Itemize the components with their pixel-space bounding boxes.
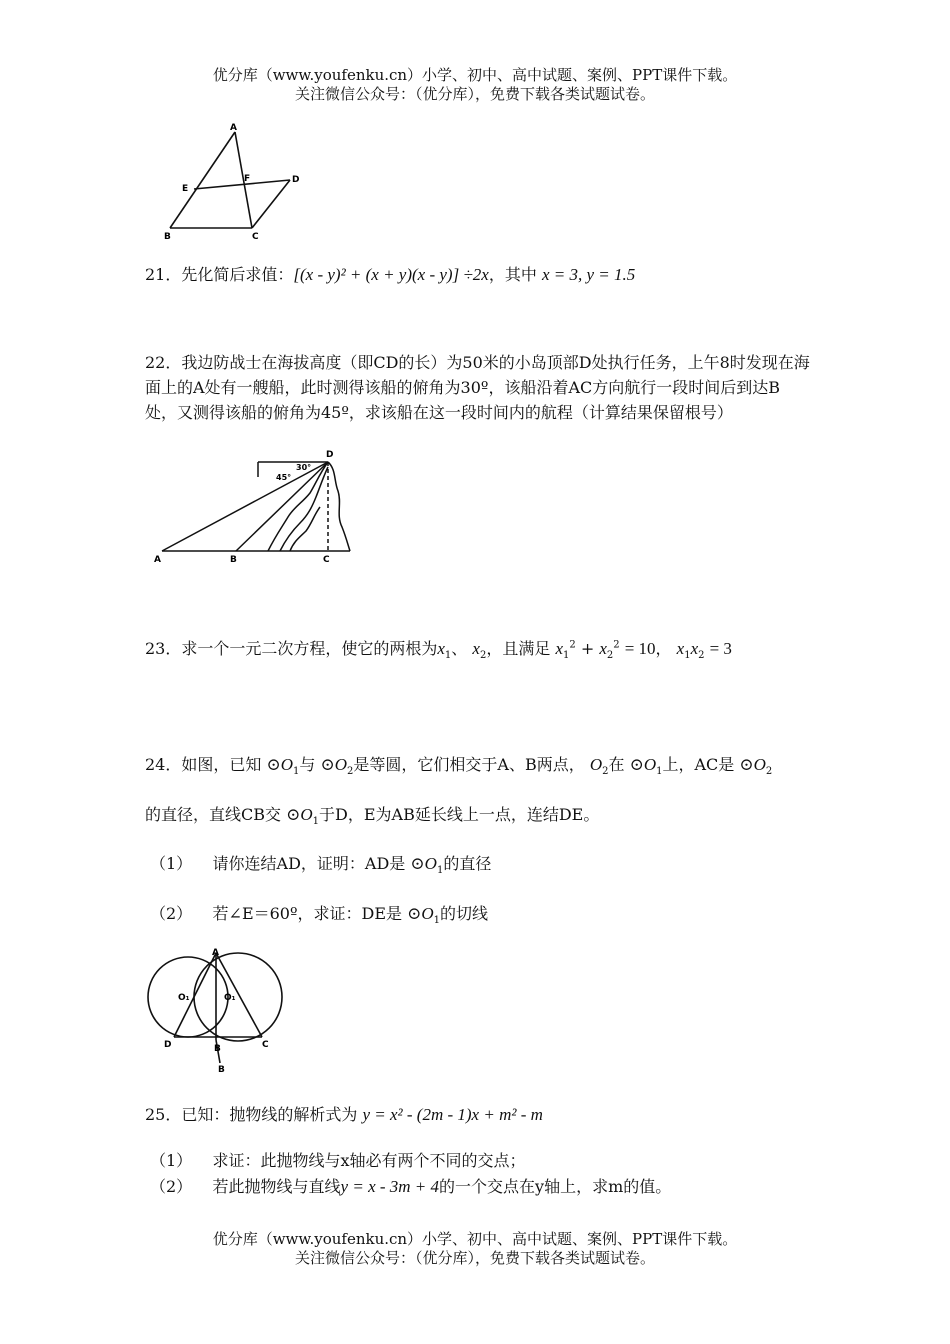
label-c: C bbox=[252, 232, 259, 242]
label-d: D bbox=[164, 1040, 172, 1050]
q23-cond2: = 3 bbox=[709, 639, 732, 658]
q24-s1: 24．如图，已知 bbox=[145, 755, 262, 774]
q23-cond1: = 10 bbox=[624, 639, 656, 658]
sub-2: 2 bbox=[698, 650, 705, 662]
item-end: 的一个交点在y轴上，求m的值。 bbox=[439, 1177, 672, 1196]
q21-condition: x = 3, y = 1.5 bbox=[541, 265, 636, 284]
header-line-1: 优分库（www.youfenku.cn）小学、初中、高中试题、案例、PPT课件下载。 bbox=[212, 66, 738, 84]
question-25 bbox=[145, 1102, 543, 1125]
label-c: C bbox=[262, 1040, 269, 1050]
item-text: 求证：此抛物线与x轴必有两个不同的交点； bbox=[212, 1151, 526, 1170]
item-end: 的切线 bbox=[440, 904, 489, 923]
sub-1: 1 bbox=[312, 816, 320, 828]
circle-symbol: ⊙ bbox=[410, 854, 425, 873]
o-letter: O bbox=[424, 854, 437, 873]
q23-mid: ，且满足 bbox=[486, 639, 551, 658]
page-header bbox=[0, 66, 950, 104]
circle-symbol: ⊙ bbox=[320, 755, 335, 774]
sub-2: 2 bbox=[765, 766, 773, 778]
question-24-line-2 bbox=[145, 802, 599, 827]
label-a: A bbox=[230, 123, 237, 133]
circle-symbol: ⊙ bbox=[629, 755, 644, 774]
circle-symbol: ⊙ bbox=[266, 755, 281, 774]
question-25-item-1 bbox=[150, 1148, 526, 1171]
q23-sep: 、 bbox=[451, 639, 468, 658]
item-number: （1） bbox=[150, 1151, 193, 1170]
item-text: 若此抛物线与直线 bbox=[212, 1177, 341, 1196]
question-24-item-2 bbox=[150, 901, 488, 926]
o-letter: O bbox=[589, 755, 603, 774]
q21-mid: ，其中 bbox=[488, 265, 537, 284]
item-text: 请你连结AD，证明：AD是 bbox=[212, 854, 406, 873]
o-letter: O bbox=[753, 755, 766, 774]
figure-island-depression bbox=[150, 445, 360, 565]
sub-2: 2 bbox=[479, 650, 487, 662]
sub-1: 1 bbox=[433, 915, 441, 927]
label-e: E bbox=[182, 184, 189, 194]
circle-symbol: ⊙ bbox=[407, 904, 422, 923]
q21-prefix: 21．先化简后求值： bbox=[145, 265, 294, 284]
q23-prefix: 23．求一个一元二次方程，使它的两根为 bbox=[145, 639, 438, 658]
o-letter: O bbox=[334, 755, 348, 774]
root-x2: x bbox=[472, 639, 480, 658]
question-24-line-1 bbox=[145, 752, 772, 777]
footer-line-2: 关注微信公众号：（优分库），免费下载各类试题试卷。 bbox=[294, 1249, 655, 1267]
prod-x2: x bbox=[690, 639, 699, 658]
item-number: （1） bbox=[150, 854, 193, 873]
q24-s3: 是等圆，它们相交于A、B两点， bbox=[353, 755, 585, 774]
item-number: （2） bbox=[150, 1177, 193, 1196]
question-22: 22．我边防战士在海拔高度（即CD的长）为50米的小岛顶部D处执行任务，上午8时发现在海面上的A处有一艘船，此时测得该船的俯角为30º，该船沿着AC方向航行一段时间后到达B处，又测得该船的俯角为45º，求该船在这一段时间内的航程（计算结果保留根号） bbox=[145, 353, 810, 422]
label-b: B bbox=[214, 1044, 221, 1054]
question-21 bbox=[145, 262, 635, 285]
label-a: A bbox=[154, 555, 161, 565]
question-24-item-1 bbox=[150, 851, 491, 876]
label-o1-left: O₁ bbox=[178, 993, 190, 1003]
cond-x1: x bbox=[555, 639, 563, 658]
q25-expression: y = x² - (2m - 1)x + m² - m bbox=[362, 1105, 543, 1124]
figure-triangle-parallelogram bbox=[160, 120, 310, 242]
label-f: F bbox=[244, 174, 251, 184]
question-25-item-2 bbox=[150, 1174, 671, 1197]
label-30: 30° bbox=[296, 463, 312, 472]
sub-1: 1 bbox=[562, 650, 570, 662]
label-c: C bbox=[323, 555, 330, 565]
sub-2: 2 bbox=[347, 766, 354, 778]
label-b: B bbox=[230, 555, 237, 565]
footer-line-1: 优分库（www.youfenku.cn）小学、初中、高中试题、案例、PPT课件下载。 bbox=[212, 1230, 738, 1248]
root-x1: x bbox=[437, 639, 445, 658]
q24-s6: 的直径，直线CB交 bbox=[145, 805, 282, 824]
o-letter: O bbox=[421, 904, 434, 923]
sub-1: 1 bbox=[444, 650, 452, 662]
q25-prefix: 25．已知：抛物线的解析式为 bbox=[145, 1105, 358, 1124]
page-footer bbox=[0, 1230, 950, 1268]
label-45: 45° bbox=[276, 473, 292, 482]
circle-symbol: ⊙ bbox=[739, 755, 754, 774]
o-letter: O bbox=[300, 805, 313, 824]
question-23: 23．求一个一元二次方程，使它的两根为$x_1$、 $x_2$，且满足 $x_1^2 + x_2^2 = 10$， $x_1x_2 = 3$ bbox=[145, 639, 732, 662]
o-letter: O bbox=[280, 755, 293, 774]
q21-expression: [(x - y)² + (x + y)(x - y)] ÷2x bbox=[293, 265, 489, 284]
item-number: （2） bbox=[150, 904, 193, 923]
sub-1: 1 bbox=[293, 766, 300, 778]
figure-two-circles bbox=[140, 945, 300, 1075]
label-d: D bbox=[326, 450, 334, 460]
o-letter: O bbox=[643, 755, 657, 774]
sub-1: 1 bbox=[684, 650, 691, 662]
label-d: D bbox=[292, 175, 300, 185]
prod-x1: x bbox=[676, 639, 685, 658]
cond-x2: x bbox=[599, 639, 607, 658]
sub-1: 1 bbox=[656, 766, 663, 778]
q25-line-expression: y = x - 3m + 4 bbox=[340, 1177, 440, 1196]
sub-2: 2 bbox=[602, 766, 609, 778]
sub-2: 2 bbox=[606, 650, 614, 662]
item-end: 的直径 bbox=[443, 854, 492, 873]
q24-s4: 在 bbox=[608, 755, 625, 774]
q23-comma: ， bbox=[655, 639, 672, 658]
header-line-2: 关注微信公众号：（优分库），免费下载各类试题试卷。 bbox=[294, 85, 655, 103]
item-text: 若∠E＝60º，求证：DE是 bbox=[212, 904, 403, 923]
label-a: A bbox=[212, 948, 219, 958]
circle-symbol: ⊙ bbox=[286, 805, 301, 824]
label-o1-right: O₁ bbox=[224, 993, 236, 1003]
label-b: B bbox=[164, 232, 171, 242]
q24-s5: 上，AC是 bbox=[662, 755, 735, 774]
q24-s7: 于D，E为AB延长线上一点，连结DE。 bbox=[319, 805, 600, 824]
label-e: B bbox=[218, 1065, 225, 1075]
sub-1: 1 bbox=[436, 865, 444, 877]
q24-s2: 与 bbox=[299, 755, 316, 774]
